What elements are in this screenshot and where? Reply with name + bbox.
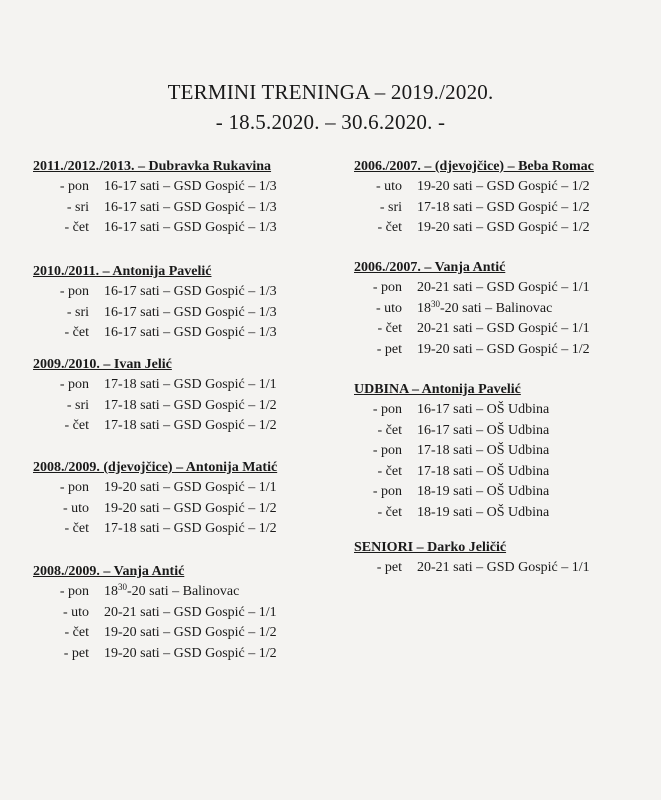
day-label: - uto [62, 604, 89, 620]
day-label: - čet [64, 521, 89, 536]
day-label: - čet [64, 220, 89, 235]
schedule-row [33, 396, 277, 417]
time-slot: 20-21 sati – GSD Gospić – 1/1 [417, 321, 590, 336]
day-label: - pon [372, 484, 402, 499]
time-slot: 16-17 sati – OŠ Udbina [417, 402, 550, 417]
group-heading: 2011./2012./2013. – Dubravka Rukavina [33, 159, 272, 174]
day-label: - čet [377, 220, 402, 235]
day-label: - čet [377, 463, 402, 479]
group-2009-2010 [33, 355, 277, 437]
day-label: - pon [372, 402, 402, 417]
schedule-row [33, 218, 277, 239]
schedule-row [33, 303, 277, 324]
page-title: TERMINI TRENINGA – 2019./2020. [167, 80, 494, 104]
schedule-row [354, 278, 590, 299]
day-label: - pon [59, 480, 89, 495]
time-slot: 16-17 sati – OŠ Udbina [417, 422, 550, 438]
time-slot: 16-17 sati – GSD Gospić – 1/3 [104, 220, 277, 235]
group-heading: 2008./2009. (djevojčice) – Antonija Matić [33, 460, 278, 475]
time-slot: 17-18 sati – GSD Gospić – 1/2 [104, 521, 277, 536]
day-label: - sri [66, 199, 89, 215]
schedule-row [33, 582, 240, 603]
group-2008-2009-girls [33, 458, 277, 540]
schedule-row [33, 519, 277, 540]
time-slot: 17-18 sati – OŠ Udbina [417, 463, 550, 479]
day-label: - sri [379, 199, 402, 215]
group-2006-2007 [354, 258, 590, 360]
schedule-row [354, 482, 550, 503]
day-label: - čet [64, 325, 89, 340]
time-slot [104, 582, 239, 603]
schedule-row [33, 282, 277, 303]
schedule-row [354, 441, 550, 462]
time-slot: 17-18 sati – GSD Gospić – 1/1 [104, 377, 277, 392]
day-label: - uto [375, 179, 402, 194]
time-slot: 16-17 sati – GSD Gospić – 1/3 [104, 179, 277, 194]
schedule-row [33, 644, 277, 665]
schedule-row [354, 558, 590, 579]
group-heading: 2009./2010. – Ivan Jelić [33, 357, 172, 372]
group-heading: SENIORI – Darko Jeličić [354, 540, 507, 555]
schedule-row [33, 499, 277, 520]
schedule-row [354, 462, 550, 483]
group-udbina [354, 380, 550, 523]
time-slot: 17-18 sati – OŠ Udbina [417, 443, 550, 458]
schedule-row [354, 503, 550, 524]
group-2010-2011 [33, 262, 277, 344]
schedule-row [33, 375, 277, 396]
day-label: - čet [377, 422, 402, 438]
time-slot: 19-20 sati – GSD Gospić – 1/2 [417, 179, 590, 194]
schedule-row [354, 400, 550, 421]
time-slot: 19-20 sati – GSD Gospić – 1/1 [104, 480, 277, 495]
group-2006-2007-girls [354, 157, 594, 239]
time-slot: 17-18 sati – GSD Gospić – 1/2 [417, 199, 590, 215]
group-heading: UDBINA – Antonija Pavelić [354, 382, 521, 397]
day-label: - uto [62, 500, 89, 516]
day-label: - čet [377, 504, 402, 520]
time-slot [417, 299, 552, 320]
day-label: - čet [64, 625, 89, 640]
schedule-row [354, 298, 553, 320]
date-range: - 18.5.2020. – 30.6.2020. - [215, 110, 446, 134]
day-label: - pet [63, 645, 89, 661]
group-seniori [354, 538, 590, 579]
time-start: 18 [417, 300, 431, 316]
time-slot: 17-18 sati – GSD Gospić – 1/2 [104, 397, 277, 413]
time-slot: 19-20 sati – GSD Gospić – 1/2 [104, 500, 277, 516]
group-heading: 2010./2011. – Antonija Pavelić [33, 264, 212, 279]
day-label: - pon [59, 584, 89, 599]
time-rest: -20 sati – Balinovac [127, 584, 240, 599]
schedule-row [33, 323, 277, 344]
schedule-row [33, 416, 277, 437]
schedule-row [354, 198, 594, 219]
schedule-row [33, 478, 277, 499]
day-label: - sri [66, 397, 89, 413]
time-slot: 19-20 sati – GSD Gospić – 1/2 [417, 220, 590, 235]
time-slot: 20-21 sati – GSD Gospić – 1/1 [417, 280, 590, 295]
day-label: - pon [59, 377, 89, 392]
time-slot: 17-18 sati – GSD Gospić – 1/2 [104, 418, 277, 433]
schedule-row [33, 623, 277, 644]
time-rest: -20 sati – Balinovac [440, 300, 553, 316]
time-slot: 20-21 sati – GSD Gospić – 1/1 [104, 604, 277, 620]
time-slot: 19-20 sati – GSD Gospić – 1/2 [417, 341, 590, 357]
day-label: - čet [377, 321, 402, 336]
schedule-row [354, 218, 594, 239]
time-slot: 18-19 sati – OŠ Udbina [417, 484, 550, 499]
schedule-row [33, 198, 277, 219]
group-heading: 2006./2007. – (djevojčice) – Beba Romac [354, 159, 594, 174]
day-label: - pet [376, 341, 402, 357]
time-slot: 16-17 sati – GSD Gospić – 1/3 [104, 325, 277, 340]
group-2008-2009 [33, 562, 277, 664]
time-slot: 16-17 sati – GSD Gospić – 1/3 [104, 199, 277, 215]
time-slot: 18-19 sati – OŠ Udbina [417, 504, 550, 520]
group-heading: 2006./2007. – Vanja Antić [354, 260, 506, 275]
time-minutes: 30 [431, 298, 440, 309]
schedule-row [354, 340, 590, 361]
time-slot: 20-21 sati – GSD Gospić – 1/1 [417, 560, 590, 575]
schedule-row [354, 319, 590, 340]
schedule-row [33, 177, 277, 198]
time-slot: 19-20 sati – GSD Gospić – 1/2 [104, 645, 277, 661]
time-minutes: 30 [118, 582, 127, 592]
schedule-row [33, 603, 277, 624]
time-slot: 19-20 sati – GSD Gospić – 1/2 [104, 625, 277, 640]
day-label: - sri [66, 304, 89, 320]
schedule-row [354, 177, 594, 198]
day-label: - pon [59, 284, 89, 299]
time-start: 18 [104, 584, 118, 599]
day-label: - pon [59, 179, 89, 194]
schedule-row [354, 421, 550, 442]
time-slot: 16-17 sati – GSD Gospić – 1/3 [104, 304, 277, 320]
group-2011-2013 [33, 157, 277, 239]
time-slot: 16-17 sati – GSD Gospić – 1/3 [104, 284, 277, 299]
day-label: - pet [376, 560, 402, 575]
day-label: - pon [372, 280, 402, 295]
day-label: - čet [64, 418, 89, 433]
group-heading: 2008./2009. – Vanja Antić [33, 564, 185, 579]
day-label: - pon [372, 443, 402, 458]
day-label: - uto [375, 300, 402, 316]
